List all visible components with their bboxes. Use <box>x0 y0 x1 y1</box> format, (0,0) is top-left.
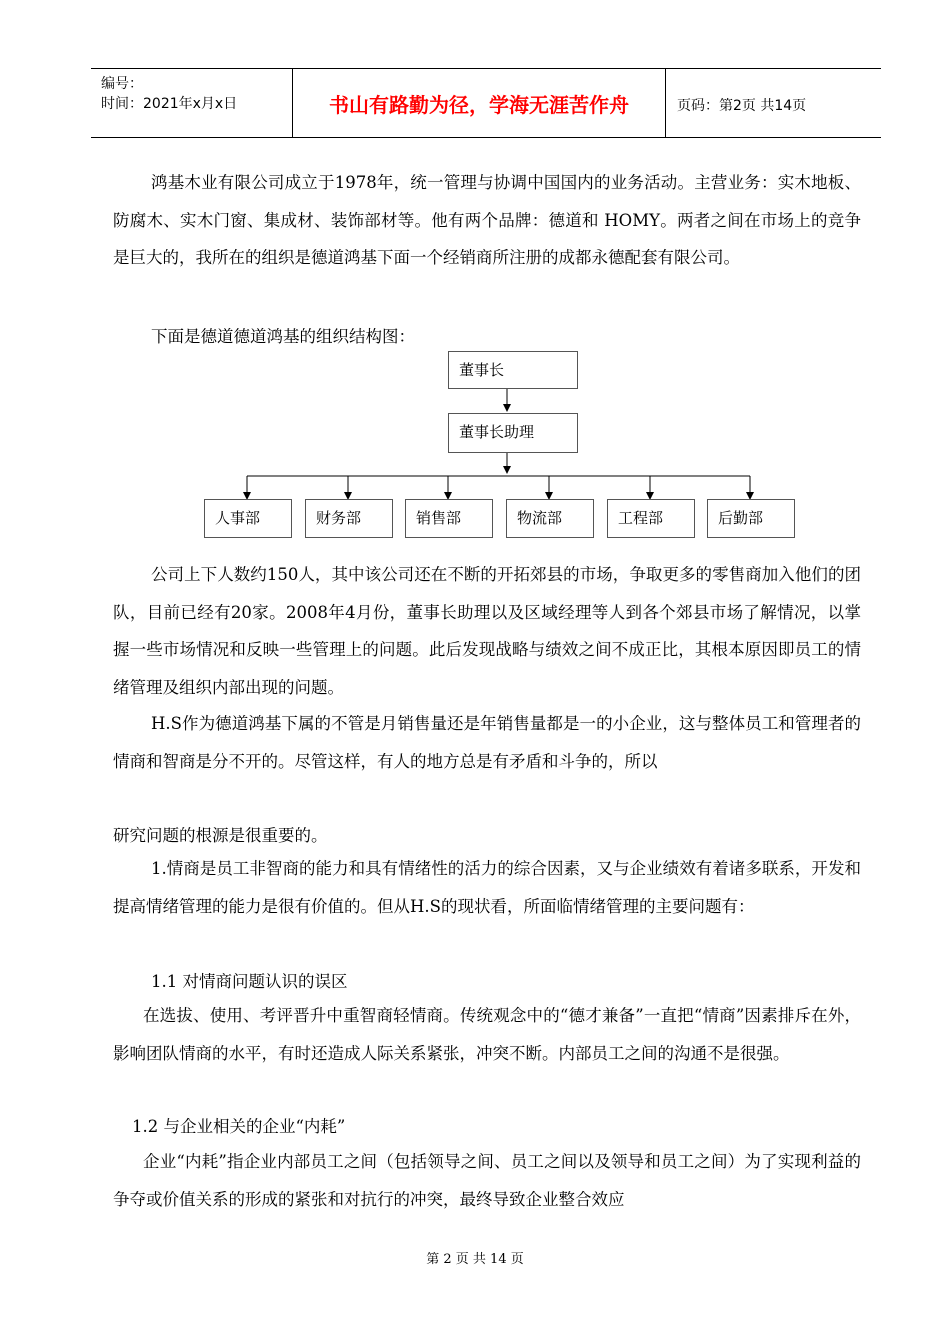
org-box-chairman <box>448 351 578 389</box>
org-box-dept <box>405 499 493 538</box>
header-meta-cell <box>91 69 293 137</box>
org-label-dept-logistics: 物流部 <box>517 509 563 527</box>
header-motto: 书山有路勤为径，学海无涯苦作舟 <box>293 69 666 137</box>
header-page-info: 页码：第2页 共14页 <box>677 98 807 114</box>
number-label: 编号： <box>101 76 143 92</box>
body-paragraph: 在选拔、使用、考评晋升中重智商轻情商。传统观念中的“德才兼备”一直把“情商”因素排斥在外，影响团队情商的水平，有时还造成人际关系紧张，冲突不断。内部员工之间的沟通不是很强。 <box>113 1006 861 1063</box>
org-label-dept-hr: 人事部 <box>215 509 261 527</box>
body-paragraph: 1.情商是员工非智商的能力和具有情绪性的活力的综合因素，又与企业绩效有着诸多联系，开发和提高情绪管理的能力是很有价值的。但从H.S的现状看，所面临情绪管理的主要问题有： <box>113 859 861 916</box>
org-box-dept <box>506 499 594 538</box>
org-label-assistant: 董事长助理 <box>459 423 535 441</box>
body-line: 研究问题的根源是很重要的。 <box>113 826 328 845</box>
page-header <box>91 68 881 138</box>
time-label: 时间：2021年x月x日 <box>101 96 238 112</box>
section-heading-1-2: 1.2 与企业相关的企业“内耗” <box>132 1117 346 1136</box>
org-box-dept <box>707 499 795 538</box>
org-label-dept-finance: 财务部 <box>316 509 362 527</box>
org-box-dept <box>305 499 393 538</box>
org-label-dept-logistics-support: 后勤部 <box>718 509 764 527</box>
section-heading-1-1: 1.1 对情商问题认识的误区 <box>151 972 348 991</box>
body-paragraph: 公司上下人数约150人，其中该公司还在不断的开拓郊县的市场，争取更多的零售商加入他们的团队，目前已经有20家。2008年4月份，董事长助理以及区域经理等人到各个郊县市场了解情况，以掌握一些市场情况和反映一些管理上的问题。此后发现战略与绩效之间不成正比，其根本原因即员工的情绪管理及组织内部出现的问题。 <box>113 565 861 697</box>
org-box-dept <box>204 499 292 538</box>
body-paragraph: H.S作为德道鸿基下属的不管是月销售量还是年销售量都是一的小企业，这与整体员工和管理者的情商和智商是分不开的。尽管这样，有人的地方总是有矛盾和斗争的，所以 <box>113 714 861 771</box>
body-paragraph: 企业“内耗”指企业内部员工之间（包括领导之间、员工之间以及领导和员工之间）为了实现利益的争夺或价值关系的形成的紧张和对抗行的冲突，最终导致企业整合效应 <box>113 1152 861 1209</box>
intro-paragraph: 鸿基木业有限公司成立于1978年，统一管理与协调中国国内的业务活动。主营业务：实木地板、防腐木、实木门窗、集成材、装饰部材等。他有两个品牌：德道和 HOMY。两者之间在市场上的竞争是巨大的，我所在的组织是德道鸿基下面一个经销商所注册的成都永德配套有限公司。 <box>113 173 861 267</box>
org-label-dept-engineering: 工程部 <box>618 509 664 527</box>
org-box-dept <box>607 499 695 538</box>
org-label-chairman: 董事长 <box>459 361 505 379</box>
org-label-dept-sales: 销售部 <box>416 509 462 527</box>
page-footer: 第 2 页 共 14 页 <box>426 1252 524 1267</box>
org-box-assistant <box>448 413 578 453</box>
org-chart-caption: 下面是德道德道鸿基的组织结构图： <box>151 327 415 346</box>
